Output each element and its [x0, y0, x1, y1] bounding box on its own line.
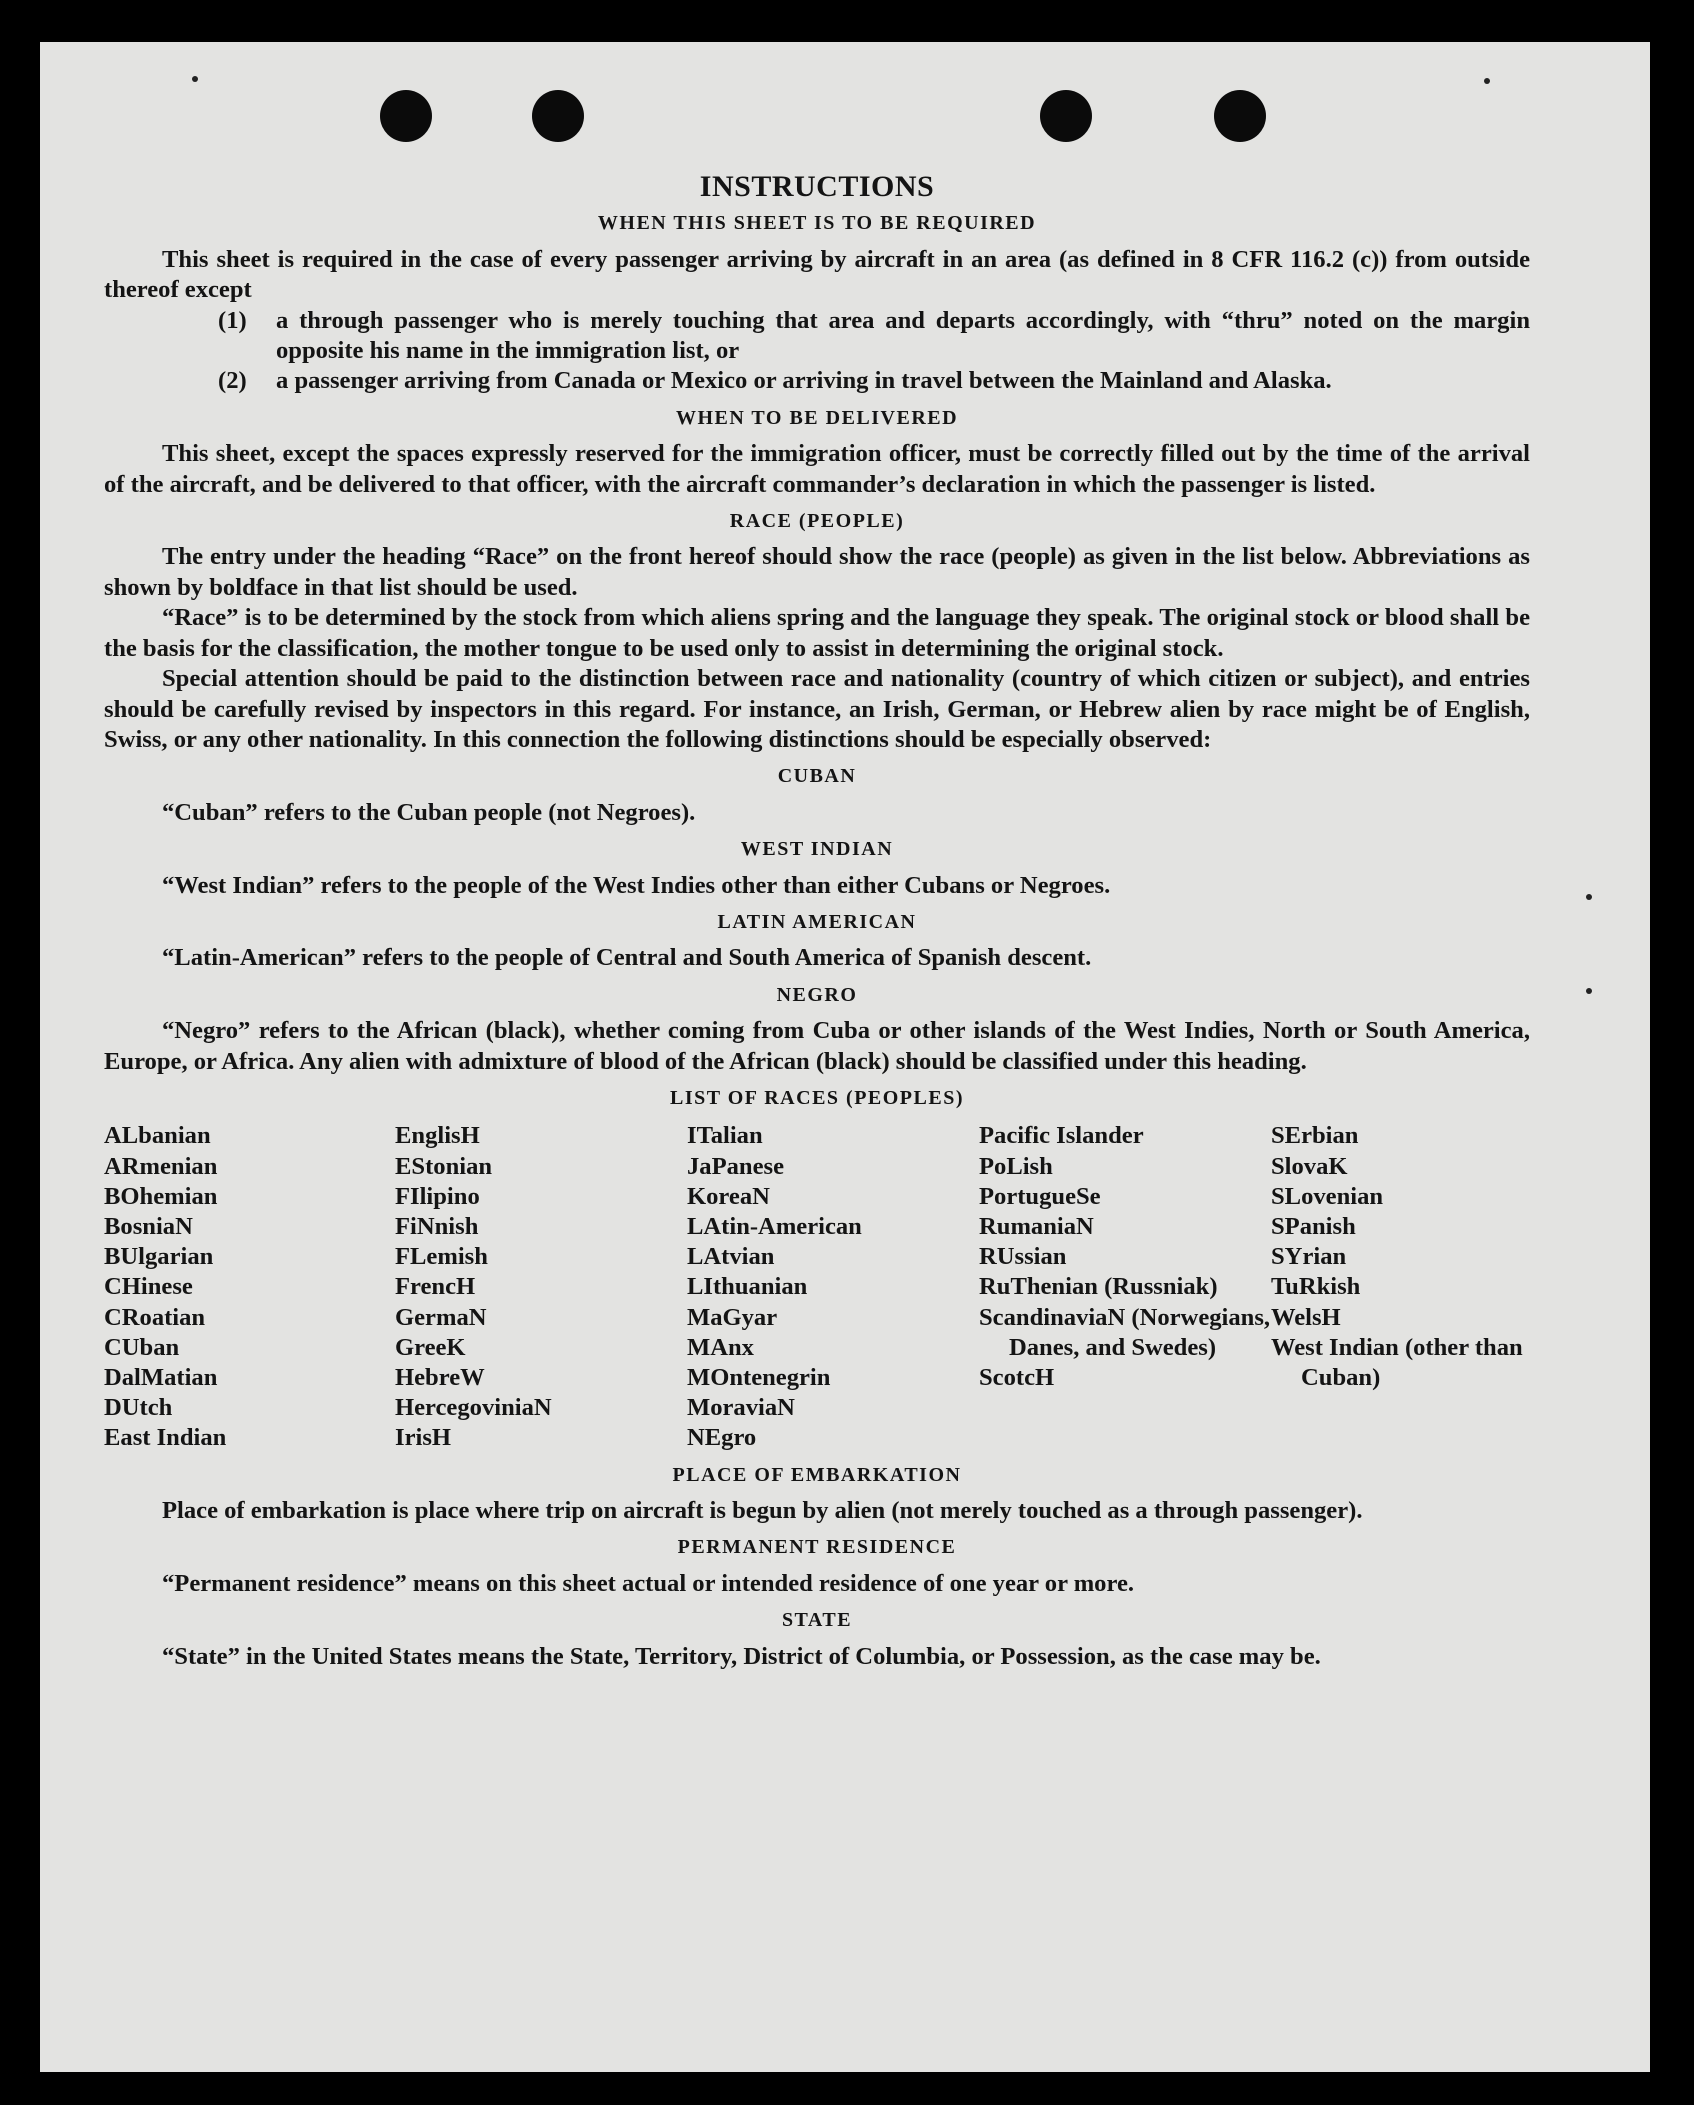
race-entry: FLemish: [395, 1243, 488, 1271]
section-heading: PLACE OF EMBARKATION: [672, 1463, 962, 1486]
paragraph: This sheet is required in the case of every passenger arriving by aircraft in an area (as defined in 8 CFR 116.2 (c)) from outside thereof except: [104, 245, 1530, 304]
race-entry: Pacific Islander: [979, 1122, 1144, 1150]
item-number: (1): [218, 306, 247, 334]
specks: [1586, 894, 1592, 900]
paragraph: “Latin-American” refers to the people of Central and South America of Spanish descent.: [162, 944, 1092, 972]
race-entry: MOntenegrin: [687, 1364, 831, 1391]
paragraph: “Permanent residence” means on this sheet actual or intended residence of one year or more.: [162, 1569, 1135, 1597]
races-list: [104, 1121, 1530, 1453]
races-column: [104, 1121, 395, 1453]
document-sheet: [40, 42, 1650, 2072]
race-entry: West Indian (other than Cuban): [1271, 1333, 1523, 1391]
race-entry: MaGyar: [687, 1303, 778, 1331]
page-title: INSTRUCTIONS: [699, 170, 935, 203]
race-entry: ITalian: [687, 1122, 763, 1150]
race-entry: East Indian: [104, 1424, 227, 1452]
instructions-content: [104, 172, 1530, 1672]
specks: [1586, 988, 1592, 994]
races-column: [979, 1121, 1271, 1453]
race-entry: IrisH: [395, 1424, 452, 1452]
race-entry: HercegoviniaN: [395, 1394, 552, 1422]
races-column: [687, 1121, 979, 1453]
paragraph: Special attention should be paid to the distinction between race and nationality (country of which citizen or subject), and entries should be carefully revised by inspectors in this regard. For instance, an Irish, German, or Hebrew alien by race might be of English, Swiss, or any other nationality. In this connection the following distinctions should be especially observed:: [104, 665, 1530, 753]
race-entry: CUban: [104, 1333, 180, 1361]
section-heading: WEST INDIAN: [740, 838, 894, 861]
punch-hole: [380, 90, 432, 142]
race-entry: JaPanese: [687, 1152, 784, 1180]
race-entry: CRoatian: [104, 1303, 206, 1331]
race-entry: MAnx: [687, 1333, 754, 1361]
section-heading: WHEN TO BE DELIVERED: [675, 406, 959, 429]
race-entry: BosniaN: [104, 1212, 193, 1240]
race-entry: ScandinaviaN (Norwegians, Danes, and Swedes): [979, 1303, 1271, 1361]
race-entry: ALbanian: [104, 1122, 211, 1150]
section-heading: WHEN THIS SHEET IS TO BE REQUIRED: [597, 212, 1037, 235]
race-entry: MoraviaN: [687, 1394, 795, 1422]
race-entry: ARmenian: [104, 1152, 218, 1180]
paragraph: This sheet, except the spaces expressly reserved for the immigration officer, must be correctly filled out by the time of the arrival of the aircraft, and be delivered to that officer, with the aircraft commander’s declaration in which the passenger is listed.: [104, 440, 1530, 498]
race-entry: LAtvian: [687, 1243, 775, 1271]
section-heading: NEGRO: [776, 983, 858, 1006]
punch-hole: [1214, 90, 1266, 142]
race-entry: GreeK: [395, 1333, 466, 1361]
race-entry: CHinese: [104, 1273, 193, 1301]
race-entry: GermaN: [395, 1303, 487, 1331]
paragraph: “State” in the United States means the State, Territory, District of Columbia, or Possession, as the case may be.: [162, 1642, 1321, 1670]
item-number: (2): [218, 367, 247, 395]
item-text: a through passenger who is merely touching that area and departs accordingly, with “thru” noted on the margin opposite his name in the immigration list, or: [276, 306, 1530, 365]
race-entry: RumaniaN: [979, 1212, 1094, 1240]
race-entry: ScotcH: [979, 1364, 1055, 1391]
race-entry: RUssian: [979, 1243, 1067, 1271]
paragraph: “Cuban” refers to the Cuban people (not Negroes).: [162, 798, 696, 826]
race-entry: SlovaK: [1271, 1152, 1348, 1180]
paragraph: Place of embarkation is place where trip on aircraft is begun by alien (not merely touched as a through passenger).: [162, 1497, 1363, 1525]
race-entry: SPanish: [1271, 1212, 1356, 1240]
race-entry: PoLish: [979, 1152, 1053, 1180]
race-entry: SYrian: [1271, 1243, 1347, 1271]
race-entry: KoreaN: [687, 1182, 770, 1210]
specks: [1484, 78, 1490, 84]
enumerated-item: [104, 306, 1530, 367]
race-entry: DUtch: [104, 1394, 173, 1422]
paragraph: “Race” is to be determined by the stock from which aliens spring and the language they speak. The original stock or blood shall be the basis for the classification, the mother tongue to be used only to assist in determining the original stock.: [104, 604, 1530, 662]
race-entry: LIthuanian: [687, 1273, 808, 1301]
paragraph: The entry under the heading “Race” on the front hereof should show the race (people) as given in the list below. Abbreviations as shown by boldface in that list should be used.: [104, 543, 1530, 601]
race-entry: FrencH: [395, 1273, 476, 1301]
race-entry: FIlipino: [395, 1182, 480, 1210]
race-entry: SErbian: [1271, 1122, 1359, 1150]
race-entry: BUlgarian: [104, 1243, 214, 1271]
race-entry: BOhemian: [104, 1182, 218, 1210]
race-entry: EnglisH: [395, 1122, 480, 1150]
race-entry: WelsH: [1271, 1303, 1341, 1331]
race-entry: RuThenian (Russniak): [979, 1273, 1218, 1301]
race-entry: SLovenian: [1271, 1182, 1384, 1210]
punch-hole: [1040, 90, 1092, 142]
section-heading: LATIN AMERICAN: [717, 910, 917, 933]
item-text: a passenger arriving from Canada or Mexico or arriving in travel between the Mainland and Alaska.: [276, 367, 1332, 395]
race-entry: TuRkish: [1271, 1273, 1361, 1301]
enumerated-item: [104, 366, 1530, 396]
section-heading: PERMANENT RESIDENCE: [677, 1536, 957, 1559]
section-heading: RACE (PEOPLE): [729, 510, 905, 533]
race-entry: NEgro: [687, 1424, 757, 1452]
race-entry: PortugueSe: [979, 1182, 1101, 1210]
race-entry: EStonian: [395, 1152, 493, 1180]
specks: [192, 76, 198, 82]
race-entry: LAtin-American: [687, 1212, 862, 1240]
races-column: [395, 1121, 687, 1453]
race-entry: DalMatian: [104, 1364, 218, 1391]
section-heading: STATE: [781, 1609, 853, 1632]
paragraph: “West Indian” refers to the people of the West Indies other than either Cubans or Negroes.: [162, 871, 1111, 899]
section-heading: CUBAN: [777, 765, 857, 788]
punch-hole: [532, 90, 584, 142]
races-column: [1271, 1121, 1530, 1453]
paragraph: “Negro” refers to the African (black), whether coming from Cuba or other islands of the West Indies, North or South America, Europe, or Africa. Any alien with admixture of blood of the African (black) should be classified under this heading.: [104, 1017, 1530, 1075]
section-heading: LIST OF RACES (PEOPLES): [669, 1086, 964, 1109]
race-entry: FiNnish: [395, 1212, 479, 1240]
race-entry: HebreW: [395, 1364, 485, 1391]
